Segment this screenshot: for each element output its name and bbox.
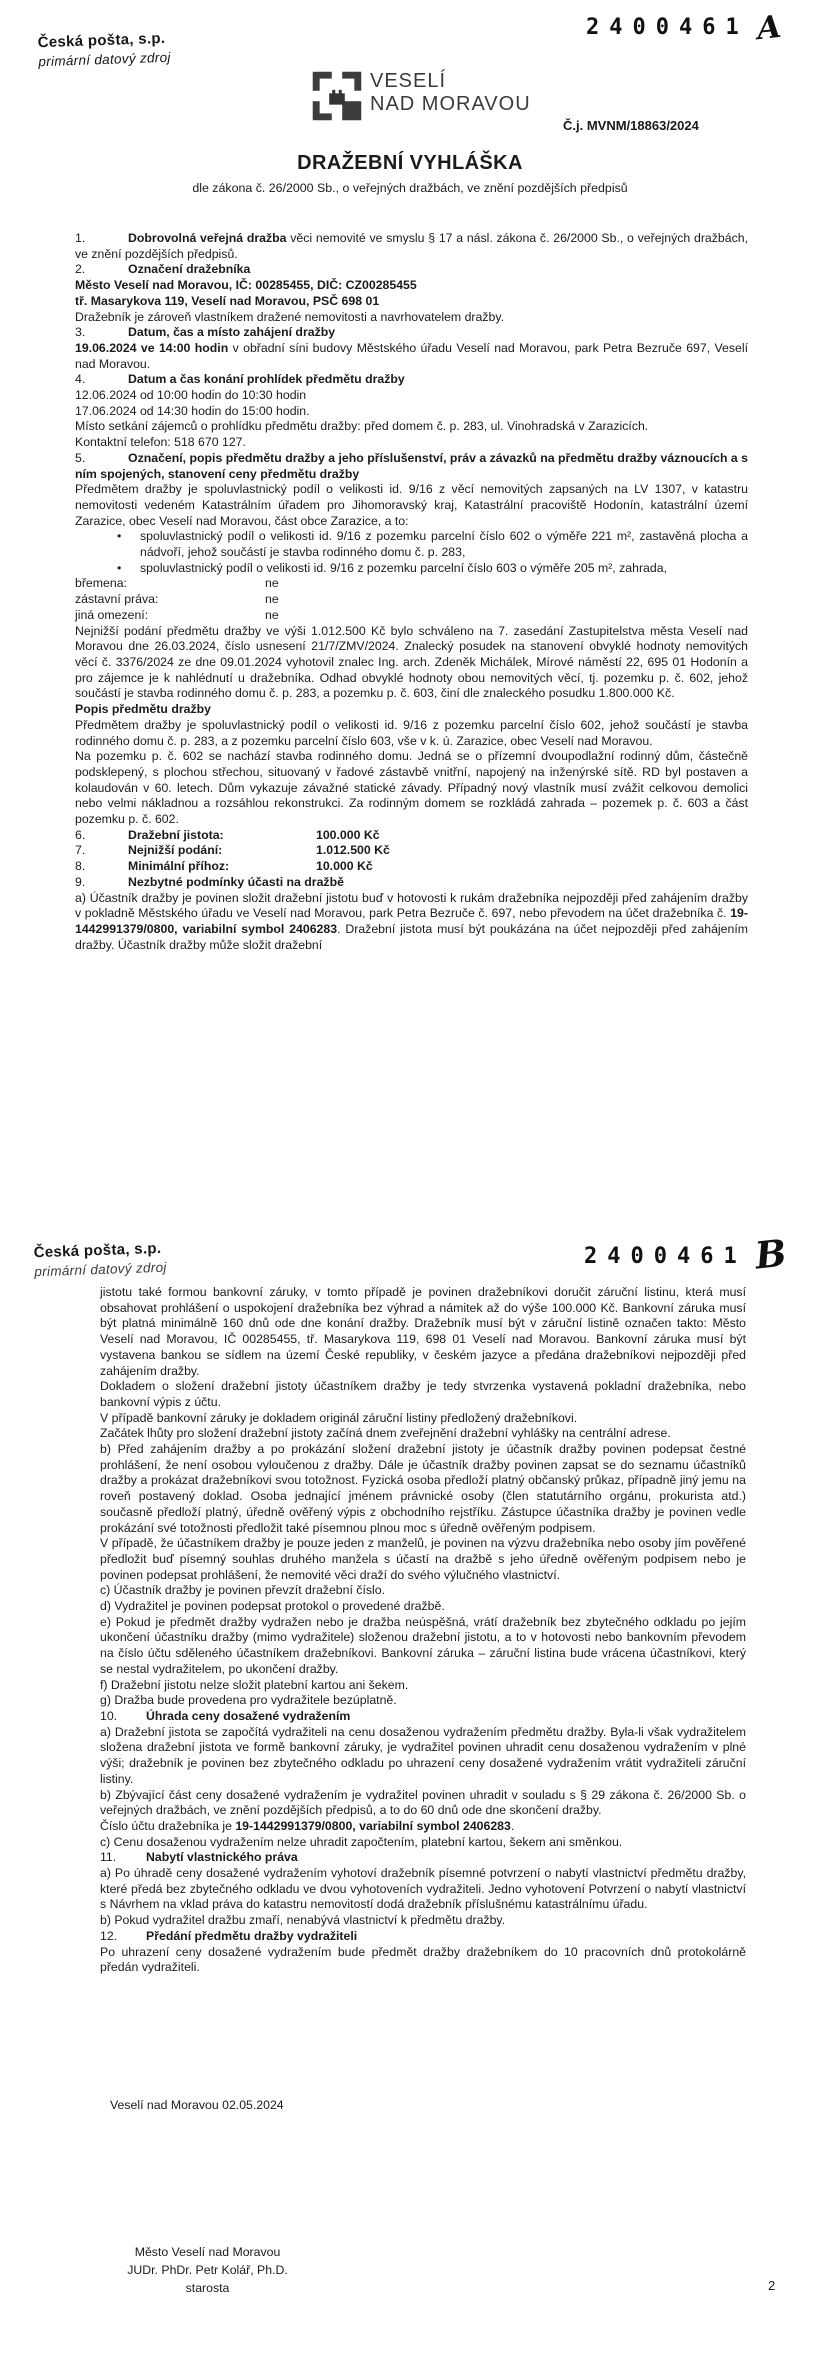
section-1-lead: Dobrovolná veřejná dražba — [128, 231, 287, 245]
serial-number: 2400461 — [586, 15, 749, 40]
account-number-bold: 19-1442991379/0800, variabilní symbol 2406283 — [235, 1818, 511, 1833]
section-number: 9. — [75, 874, 86, 889]
description-heading: Popis předmětu dražby — [75, 702, 211, 717]
paragraph: a) Po úhradě ceny dosažené vydražením vyhotoví dražebník písemné potvrzení o nabytí vlastnictví předmětu dražby, které předá bez zbytečného odkladu ve dvou vyhotoveních vydražiteli. Jedno vyhotovení Potvrzení o nabytí vlastnictví s Návrhem na vklad práva do katastru nemovitostí dodá dražebník příslušnému katastrálnímu úřadu. — [100, 1866, 746, 1912]
paragraph: c) Cenu dosaženou vydražením nelze uhradit započtením, platební kartou, šekem ani směnkou. — [100, 1834, 623, 1849]
stamp-tagline: primární datový zdroj — [38, 49, 171, 70]
description-paragraph: Na pozemku p. č. 602 se nachází stavba rodinného domu. Jedná se o přízemní dvoupodlažní rodinný dům, částečně podsklepený, s plochou střechou, situovaný v řadové zástavbě vnitřní, napojený na inženýrské sítě. RD byl postaven a kolaudován v 60. letech. Dům vykazuje závažné statické závady. Případný nový vlastník musí zvážit celkovou demolici nebo velmi nákladnou a rozsáhlou rekonstrukci. Za rodinným domem se rozkládá zahrada – pozemek p. č. 603 a část pozemku p. č. 602. — [75, 749, 748, 827]
section-number: 5. — [75, 450, 86, 465]
section-1-text: věci nemovité ve smyslu § 17 a násl. zákona č. 26/2000 Sb., o veřejných dražbách, ve znění pozdějších předpisů. — [75, 231, 748, 261]
paragraph: b) Pokud vydražitel dražbu zmaří, nenabývá vlastnictví k předmětu dražby. — [100, 1913, 506, 1928]
paragraph: Po uhrazení ceny dosažené vydražením bude předmět dražby dražebníkem do 10 pracovních dnů protokolárně předán vydražiteli. — [100, 1944, 746, 1975]
serial-number: 2400461 — [584, 1244, 747, 1269]
account-paragraph: Číslo účtu dražebníka je 19-1442991379/0800, variabilní symbol 2406283. — [100, 1818, 515, 1833]
serial-number-stamp — [584, 1230, 789, 1278]
paragraph: f) Dražební jistotu nelze složit platební kartou ani šekem. — [100, 1677, 409, 1692]
viewing-line: 17.06.2024 od 14:30 hodin do 15:00 hodin. — [75, 403, 310, 418]
stamp-tagline: primární datový zdroj — [34, 1259, 167, 1280]
section-number: 11. — [100, 1850, 117, 1865]
section-number: 1. — [75, 231, 86, 245]
section-3-heading: 3. Datum, čas a místo zahájení dražby — [75, 325, 336, 340]
bullet-icon — [117, 529, 121, 545]
serial-number-stamp — [586, 10, 781, 46]
drazebnik-line: Dražebník je zároveň vlastníkem dražené nemovitosti a navrhovatelem dražby. — [75, 309, 505, 324]
viewing-line: Místo setkání zájemců o prohlídku předmětu dražby: před domem č. p. 283, ul. Vinohradská v Zarazicích. — [75, 419, 649, 434]
section-number: 8. — [75, 859, 86, 874]
section-number: 3. — [75, 325, 86, 340]
section-9-heading: 9. Nezbytné podmínky účasti na dražbě — [75, 874, 344, 889]
drazebnik-line: tř. Masarykova 119, Veselí nad Moravou, PSČ 698 01 — [75, 293, 380, 308]
auction-date-bold: 19.06.2024 ve 14:00 hodin — [75, 340, 229, 355]
section-4-heading: 4. Datum a čas konání prohlídek předmětu dražby — [75, 372, 405, 387]
account-number-bold: 19-1442991379/0800, variabilní symbol 2406283 — [75, 906, 748, 936]
section-1-paragraph — [75, 231, 748, 262]
page-b-body — [100, 1285, 746, 1976]
section-5-heading: 5. Označení, popis předmětu dražby a jeho příslušenství, práv a závazků na předmětu dražby váznoucích a s ním spojených, stanovení ceny předmětu dražby — [75, 450, 748, 481]
list-item: • spoluvlastnický podíl o velikosti id. 9/16 z pozemku parcelní číslo 602 o výměře 221 m², zastavěná plocha a nádvoří, jehož součástí je stavba rodinného domu č. p. 283, — [75, 529, 748, 560]
section-3-paragraph: 19.06.2024 ve 14:00 hodin v obřadní síni budovy Městského úřadu Veselí nad Moravou, park Petra Bezruče 697, Veselí nad Moravou. — [75, 340, 749, 371]
signature-role: starosta — [185, 2281, 230, 2295]
paragraph: V případě, že účastníkem dražby je pouze jeden z manželů, je povinen na výzvu dražebníka nebo osoby jím pověřené předložit buď písemný souhlas druhého manžela s účastí na dražbě s jeho úředně ověřeným podpisem nebo je povinen podepsat prohlášení, že nemovité věci draží do svého výlučného vlastnictví. — [100, 1536, 746, 1582]
veseli-emblem-icon — [311, 70, 363, 122]
stamp-org-name: Česká pošta, s.p. — [37, 29, 166, 52]
document-subtitle: dle zákona č. 26/2000 Sb., o veřejných dražbách, ve znění pozdějších předpisů — [192, 181, 628, 195]
city-name-line2: NAD MORAVOU — [370, 93, 531, 115]
paragraph: g) Dražba bude provedena pro vydražitele bezúplatně. — [100, 1693, 397, 1708]
podani-value: 1.012.500 Kč — [316, 843, 390, 858]
ceska-posta-stamp — [33, 1240, 167, 1280]
viewing-line: 12.06.2024 od 10:00 hodin do 10:30 hodin — [75, 388, 307, 403]
city-logo-text — [370, 70, 531, 116]
section-number: 4. — [75, 372, 86, 387]
signature-block — [105, 2243, 310, 2297]
section-11-heading: 11. Nabytí vlastnického práva — [100, 1850, 298, 1865]
page-number: 2 — [768, 2278, 776, 2293]
prihoz-value: 10.000 Kč — [316, 859, 373, 874]
section-number: 2. — [75, 262, 86, 277]
bullet-icon — [117, 561, 121, 577]
valuation-paragraph: Nejnižší podání předmětu dražby ve výši 1.012.500 Kč bylo schváleno na 7. zasedání Zastupitelstva města Veselí nad Moravou dne 26.03.2024, číslo usnesení 21/7/ZMV/2024. Znalecký posudek na stanovení obvyklé hodnoty nemovitých věcí č. 3376/2024 ze dne 09.01.2024 vyhotovil znalec Ing. arch. Zdeněk Michálek, Mírové náměstí 22, 695 01 Hodonín a pro zájemce je k nahlédnutí u dražebníka. Odhad obvyklé hodnoty obou nemovitých věcí, tj. pozemku p. č. 602, jehož součástí je stavba rodinného domu č. p. 283, a pozemku p. č. 603, činí dle znaleckého posudku 1.800.000 Kč. — [75, 623, 748, 701]
signature-org: Město Veselí nad Moravou — [134, 2245, 281, 2259]
reference-number: Č.j. MVNM/18863/2024 — [563, 118, 699, 133]
section-number: 12. — [100, 1928, 118, 1943]
encumbrance-row: zástavní práva: ne — [75, 592, 279, 607]
encumbrance-row: břemena: ne — [75, 576, 279, 591]
section-12-heading: 12. Předání předmětu dražby vydražiteli — [100, 1928, 358, 1943]
section-2-heading: 2. Označení dražebníka — [75, 262, 251, 277]
section-9-paragraph: a) Účastník dražby je povinen složit dražební jistotu buď v hotovosti k rukám dražebníka nejpozději před zahájením dražby v pokladně Městského úřadu ve Veselí nad Moravou, park Petra Bezruče č. 697, nebo převodem na účet dražebníka č. 19-1442991379/0800, variabilní symbol 2406283. Dražební jistota musí být poukázána na účet nejpozději před zahájením dražby. Účastník dražby může složit dražební — [75, 890, 748, 952]
page-a-body — [75, 231, 748, 953]
paragraph: Dokladem o složení dražební jistoty účastníkem dražby je tedy stvrzenka vystavená pokladní dražebníka, nebo bankovní výpis z účtu. — [100, 1379, 746, 1409]
section-6-row: 6. Dražební jistota: 100.000 Kč — [75, 827, 380, 842]
section-8-row: 8. Minimální příhoz: 10.000 Kč — [75, 859, 373, 874]
stamp-org-name: Česká pošta, s.p. — [33, 1239, 162, 1262]
continuation-paragraph: jistotu také formou bankovní záruky, v tomto případě je povinen dražebníkovi doručit záruční listinu, která musí obsahovat prohlášení o uspokojení dražebníka bez výhrad a námitek až do výše 100.000 Kč. Bankovní záruka musí být platná minimálně 160 dnů ode dne konání dražby. Dražebník musí být v záruční listině označen takto: Město Veselí nad Moravou, IČ 00285455, tř. Masarykova 119, 698 01 Veselí nad Moravou. Bankovní záruka musí být vystavena bankou se sídlem na území České republiky, v českém jazyce a předána dražebníkovi nejpozději před zahájením dražby. — [100, 1285, 746, 1378]
paragraph: b) Zbývající část ceny dosažené vydražením je vydražitel povinen uhradit v souladu s § 29 zákona č. 26/2000 Sb. o veřejných dražbách, ve znění pozdějších předpisů, a to do 60 dnů ode dne skončení dražby. — [100, 1787, 746, 1818]
section-number: 7. — [75, 843, 86, 858]
serial-letter: B — [752, 1230, 789, 1278]
paragraph: d) Vydražitel je povinen podepsat protokol o provedené dražbě. — [100, 1599, 445, 1614]
drazebnik-line: Město Veselí nad Moravou, IČ: 00285455, DIČ: CZ00285455 — [75, 278, 417, 293]
city-name-line1: VESELÍ — [370, 70, 447, 92]
dateline: Veselí nad Moravou 02.05.2024 — [110, 2098, 284, 2112]
document-page-b — [0, 1180, 820, 2356]
section-10-heading: 10. Úhrada ceny dosažené vydražením — [100, 1708, 351, 1723]
description-paragraph: Předmětem dražby je spoluvlastnický podíl o velikosti id. 9/16 z pozemku parcelní číslo 602, jehož součástí je stavba rodinného domu č. p. 283, a z pozemku parcelní číslo 603, vše v k. ú. Zarazice, obec Veselí nad Moravou. — [75, 717, 748, 748]
section-5-intro: Předmětem dražby je spoluvlastnický podíl o velikosti id. 9/16 z věcí nemovitých zapsaných na LV 1307, v katastru nemovitosti vedeném Katastrálním úřadem pro Jihomoravský kraj, Katastrální pracoviště Hodonín, katastrální území Zarazice, obec Veselí nad Moravou, část obce Zarazice, a to: — [75, 482, 748, 528]
paragraph: e) Pokud je předmět dražby vydražen nebo je dražba neúspěšná, vrátí dražebník bez zbytečného odkladu po jejím ukončení účastníku dražby (mimo vydražitele) složenou dražební jistotu, a to v hotovosti nebo bankovním převodem na číslo účtu sděleného účastníkem dražebníkovi. Bankovní záruka – záruční listina bude vrácena účastníkovi, který se nestal vydražitelem, po ukončení dražby. — [100, 1614, 746, 1676]
paragraph: a) Dražební jistota se započítá vydražiteli na cenu dosaženou vydražením předmětu dražby. Byla-li však vydražitelem složena dražební jistota ve formě bankovní záruky, je vydražitel povinen uhradit cenu dosaženou vydražením v plné výši; dražebník je povinen bez zbytečného odkladu po uhrazení ceny dosažené vydražením vrátit vydražiteli záruční listiny. — [100, 1724, 746, 1786]
section-number: 6. — [75, 827, 86, 842]
viewing-line: Kontaktní telefon: 518 670 127. — [75, 435, 246, 450]
encumbrance-row: jiná omezení: ne — [75, 607, 279, 622]
document-title: DRAŽEBNÍ VYHLÁŠKA — [297, 152, 523, 174]
paragraph: c) Účastník dražby je povinen převzít dražební číslo. — [100, 1583, 386, 1598]
paragraph: Začátek lhůty pro složení dražební jistoty začíná dnem zveřejnění dražební vyhlášky na centrální adrese. — [100, 1426, 671, 1441]
jistota-value: 100.000 Kč — [316, 827, 380, 842]
signature-name: JUDr. PhDr. Petr Kolář, Ph.D. — [127, 2263, 288, 2277]
city-logo — [311, 70, 531, 122]
paragraph: b) Před zahájením dražby a po prokázání složení dražební jistoty je účastník dražby povinen podepsat čestné prohlášení, že není osobou vyloučenou z dražby. Dále je účastník dražby povinen zapsat se do seznamu účastníků dražby a prokázat dražebníkovi svou totožnost. Fyzická osoba předloží platný občanský průkaz, případně jiný jemu na roveň postavený doklad. Osoba jednající jménem právnické osoby (člen statutárního orgánu, prokurista atd.) současně předloží platný, úředně ověřený výpis z obchodního rejstříku. Zástupce účastníka dražby je povinen vedle prokázání své totožnosti předložit také písemnou plnou moc s úředně ověřeným podpisem. — [100, 1442, 746, 1535]
serial-letter: A — [754, 8, 783, 48]
section-7-row: 7. Nejnižší podání: 1.012.500 Kč — [75, 843, 390, 858]
ceska-posta-stamp — [37, 30, 171, 70]
section-number: 10. — [100, 1708, 118, 1723]
paragraph: V případě bankovní záruky je dokladem originál záruční listiny předložený dražebníkovi. — [100, 1410, 578, 1425]
list-item: • spoluvlastnický podíl o velikosti id. 9/16 z pozemku parcelní číslo 603 o výměře 205 m², zahrada, — [75, 561, 748, 577]
